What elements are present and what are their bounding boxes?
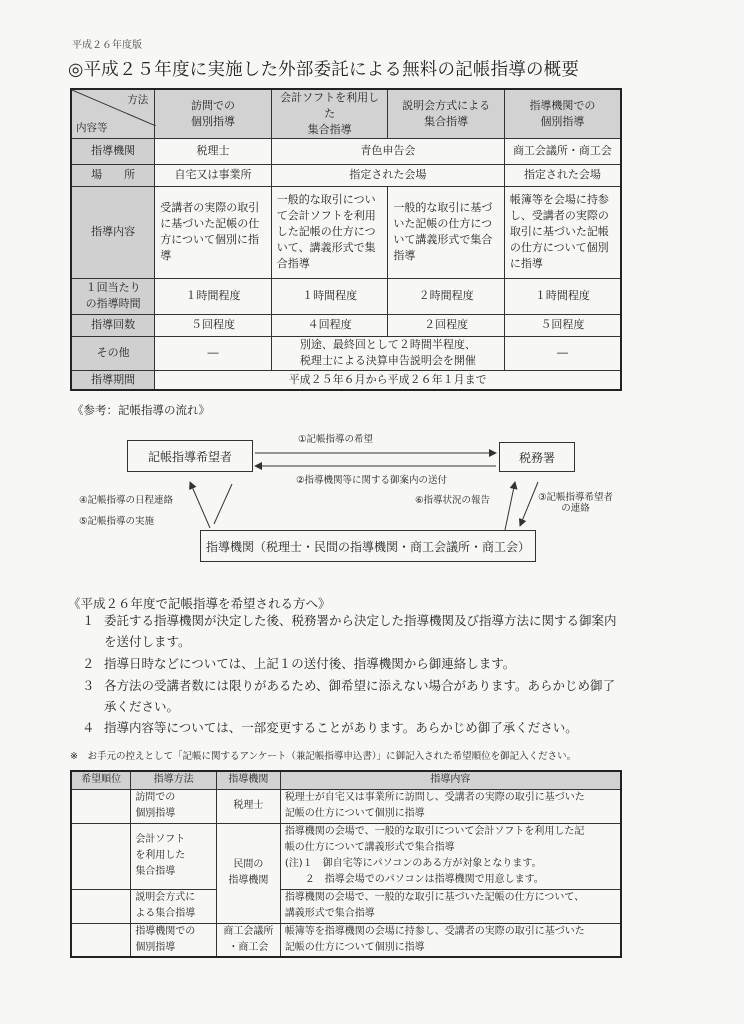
tax-office-box bbox=[499, 442, 575, 472]
rank-input-cell[interactable] bbox=[71, 823, 131, 889]
row-label: 指導機関 bbox=[71, 138, 155, 164]
overview-table bbox=[70, 88, 622, 391]
table-cell: 税理士が自宅又は事業所に訪問し、受講者の実際の取引に基づいた 記帳の仕方について個別に指導 bbox=[280, 789, 621, 823]
table-cell: 指定された会場 bbox=[504, 164, 621, 186]
row-label: その他 bbox=[71, 336, 155, 370]
flow-step-4: ④記帳指導の日程連絡 bbox=[79, 495, 174, 506]
table-cell: 説明会方式に よる集合指導 bbox=[131, 889, 217, 923]
corner-method-label: 方法 bbox=[127, 94, 149, 106]
table-cell: 税理士 bbox=[155, 138, 272, 164]
table-cell: 平成２５年６月から平成２６年１月まで bbox=[155, 370, 621, 390]
row-label: 指導期間 bbox=[71, 370, 155, 390]
list-item bbox=[82, 717, 622, 738]
flow-step-2: ②指導機関等に関する御案内の送付 bbox=[296, 475, 448, 486]
item-number: ３ bbox=[82, 678, 95, 693]
table-cell: １時間程度 bbox=[271, 278, 388, 314]
item-text: 指導内容等については、一部変更することがあります。あらかじめ御了承ください。 bbox=[104, 720, 578, 735]
agency-box bbox=[200, 530, 536, 562]
page-title: ◎平成２５年度に実施した外部委託による無料の記帳指導の概要 bbox=[68, 60, 580, 80]
table-cell: 民間の 指導機関 bbox=[217, 823, 281, 923]
table-cell: 青色申告会 bbox=[271, 138, 504, 164]
item-number: １ bbox=[82, 613, 95, 628]
flow-step-3: ③記帳指導希望者 の連絡 bbox=[538, 492, 614, 515]
request-section-title: 《平成２６年度で記帳指導を希望される方へ》 bbox=[68, 596, 331, 611]
item-text: 各方法の受講者数には限りがあるため、御希望に添えない場合があります。あらかじめ御了承ください。 bbox=[104, 678, 616, 714]
table-cell: 商工会議所・商工会 bbox=[504, 138, 621, 164]
table-cell: 指定された会場 bbox=[271, 164, 504, 186]
row-label: 指導回数 bbox=[71, 314, 155, 336]
table-cell: １時間程度 bbox=[155, 278, 272, 314]
applicant-box bbox=[127, 440, 253, 472]
column-header: 指導機関での 個別指導 bbox=[504, 89, 621, 138]
table-cell: 別途、最終回として２時間半程度、 税理士による決算申告説明会を開催 bbox=[271, 336, 504, 370]
table-cell: 訪問での 個別指導 bbox=[131, 789, 217, 823]
tax-office-label: 税務署 bbox=[518, 450, 555, 465]
table-row bbox=[71, 789, 621, 823]
corner-header-cell bbox=[71, 89, 155, 138]
item-text: 委託する指導機関が決定した後、税務署から決定した指導機関及び指導方法に関する御案内を送付します。 bbox=[104, 613, 617, 649]
flow-step-6: ⑥指導状況の報告 bbox=[415, 495, 491, 506]
rank-input-cell[interactable] bbox=[71, 889, 131, 923]
applicant-label: 記帳指導希望者 bbox=[147, 449, 232, 464]
table-cell: 税理士 bbox=[217, 789, 281, 823]
table-row bbox=[71, 889, 621, 923]
column-header: 指導内容 bbox=[280, 771, 621, 789]
list-item bbox=[82, 675, 622, 717]
item-number: ４ bbox=[82, 720, 95, 735]
table-cell: 会計ソフト を利用した 集合指導 bbox=[131, 823, 217, 889]
table-cell: 指導機関での 個別指導 bbox=[131, 923, 217, 957]
table-cell: 自宅又は事業所 bbox=[155, 164, 272, 186]
table-cell: 一般的な取引について会計ソフトを利用した記帳の仕方について、講義形式で集合指導 bbox=[271, 186, 388, 278]
table-cell: ５回程度 bbox=[155, 314, 272, 336]
table-cell: ― bbox=[504, 336, 621, 370]
edition-label: 平成２６年度版 bbox=[72, 40, 142, 51]
column-header: 指導機関 bbox=[217, 771, 281, 789]
agency-label: 指導機関（税理士・民間の指導機関・商工会議所・商工会） bbox=[205, 539, 530, 554]
flow-section-label: 《参考：記帳指導の流れ》 bbox=[72, 403, 210, 417]
table-cell: 帳簿等を指導機関の会場に持参し、受講者の実際の取引に基づいた 記帳の仕方について個別に指導 bbox=[280, 923, 621, 957]
column-header: 訪問での 個別指導 bbox=[155, 89, 272, 138]
row-label: 場 所 bbox=[71, 164, 155, 186]
corner-content-label: 内容等 bbox=[76, 121, 108, 134]
table-cell: 指導機関の会場で、一般的な取引について会計ソフトを利用した記 帳の仕方について講義形式で集合指導 (注)１ 御自宅等にパソコンのある方が対象となります。 ２ 指導会場でのパソコンは指導機関で用意します。 bbox=[280, 823, 621, 889]
column-header: 希望順位 bbox=[71, 771, 131, 789]
table-cell: 受講者の実際の取引に基づいた記帳の仕方について個別に指導 bbox=[155, 186, 272, 278]
column-header: 会計ソフトを利用した 集合指導 bbox=[271, 89, 388, 138]
table-row bbox=[71, 823, 621, 889]
table-cell: 帳簿等を会場に持参し、受講者の実際の取引に基づいた記帳の仕方について個別に指導 bbox=[504, 186, 621, 278]
flow-step-1: ①記帳指導の希望 bbox=[298, 434, 374, 445]
table-cell: １時間程度 bbox=[504, 278, 621, 314]
table-cell: ４回程度 bbox=[271, 314, 388, 336]
table-cell: 指導機関の会場で、一般的な取引に基づいた記帳の仕方について、 講義形式で集合指導 bbox=[280, 889, 621, 923]
rank-input-cell[interactable] bbox=[71, 789, 131, 823]
list-item bbox=[82, 653, 622, 674]
table-cell: ２時間程度 bbox=[388, 278, 505, 314]
column-header: 指導方法 bbox=[131, 771, 217, 789]
table-cell: ２回程度 bbox=[388, 314, 505, 336]
table-cell: 商工会議所 ・商工会 bbox=[217, 923, 281, 957]
table-cell: ５回程度 bbox=[504, 314, 621, 336]
table-row bbox=[71, 923, 621, 957]
table-cell: 一般的な取引に基づいた記帳の仕方について講義形式で集合指導 bbox=[388, 186, 505, 278]
item-number: ２ bbox=[82, 656, 95, 671]
row-label: １回当たり の指導時間 bbox=[71, 278, 155, 314]
table-cell: ― bbox=[155, 336, 272, 370]
list-item bbox=[82, 610, 622, 652]
column-header: 説明会方式による 集合指導 bbox=[388, 89, 505, 138]
item-text: 指導日時などについては、上記１の送付後、指導機関から御連絡します。 bbox=[104, 656, 516, 671]
rank-input-cell[interactable] bbox=[71, 923, 131, 957]
footnote: ※ お手元の控えとして「記帳に関するアンケート（兼記帳指導申込書）」に御記入された希望順位を御記入ください。 bbox=[70, 751, 577, 762]
preference-table bbox=[70, 770, 622, 958]
row-label: 指導内容 bbox=[71, 186, 155, 278]
flow-step-5: ⑤記帳指導の実施 bbox=[79, 516, 155, 527]
